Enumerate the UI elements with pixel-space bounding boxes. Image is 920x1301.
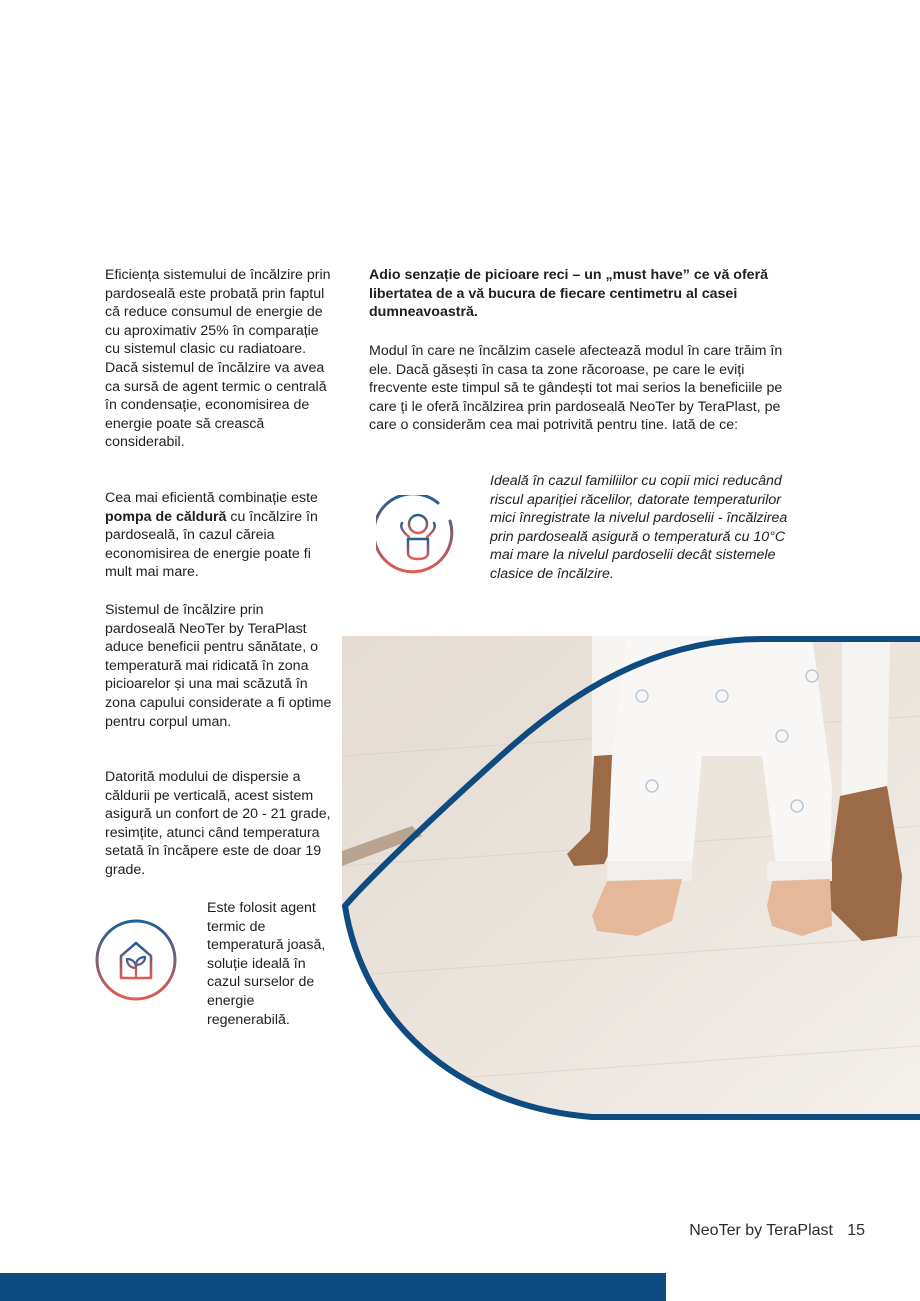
eco-house-icon xyxy=(94,918,178,1002)
left-paragraph-efficiency: Eficiența sistemului de încălzire prin pardoseală este probată prin faptul că reduce consumul de energie de cu aproximativ 25% în comparație cu sistemul clasic cu radiatoare. Dacă sistemul de încălzire va avea ca sursă de agent termic o centrală în condensație, economisirea de energie poate să crească considerabil. xyxy=(105,267,331,451)
baby-icon xyxy=(376,495,460,579)
heat-pump-emphasis: pompa de căldură xyxy=(105,508,227,525)
baby-walking-photo xyxy=(342,636,920,1120)
heat-pump-text-after: cu încălzire în pardoseală, în cazul căreia economisirea de energie poate fi mult mai mare. xyxy=(105,508,318,581)
page-number: 15 xyxy=(847,1222,865,1239)
heat-pump-text-before: Cea mai eficientă combinație este xyxy=(105,490,318,506)
left-paragraph-comfort: Datorită modului de dispersie a căldurii pe verticală, acest sistem asigură un confort de 20 - 21 grade, resimțite, atunci când temperatura setată în încăpere este de doar 19 grade. xyxy=(105,769,331,878)
footer-brand: NeoTer by TeraPlast xyxy=(689,1222,833,1239)
right-callout-text: Ideală în cazul familiilor cu copii mici reducând riscul apariției răcelilor, datorate temperaturilor mici înregistrate la nivelul pardoselii - încălzirea prin pardoseală asigură o temperatură cu 10°C mai mare la nivelul pardoselii decât sistemele clasice de încălzire. xyxy=(490,473,788,582)
right-lead-text: Adio senzație de picioare reci – un „must have” ce vă oferă libertatea de a vă bucura de fiecare centimetru al casei dumneavoastră. xyxy=(369,267,768,321)
right-body-text: Modul în care ne încălzim casele afectează modul în care trăim în ele. Dacă găsești în casa ta zone răcoroase, pe care le eviți frecvente este timpul să te gândești tot mai serios la beneficiile pe care ți le oferă încălzirea prin pardoseală NeoTer by TeraPlast, pe care o considerăm cea mai potrivită pentru tine. Iată de ce: xyxy=(369,343,783,434)
left-paragraph-heat-pump xyxy=(105,489,337,582)
left-paragraph-health: Sistemul de încălzire prin pardoseală NeoTer by TeraPlast aduce beneficii pentru sănătate, o temperatură mai ridicată în zona picioarelor și una mai scăzută în zona capului considerate a fi optime pentru corpul uman. xyxy=(105,602,332,730)
left-callout-text: Este folosit agent termic de temperatură joasă, soluție ideală în cazul surselor de energie regenerabilă. xyxy=(207,900,326,1028)
bottom-accent-bar xyxy=(0,1273,666,1301)
